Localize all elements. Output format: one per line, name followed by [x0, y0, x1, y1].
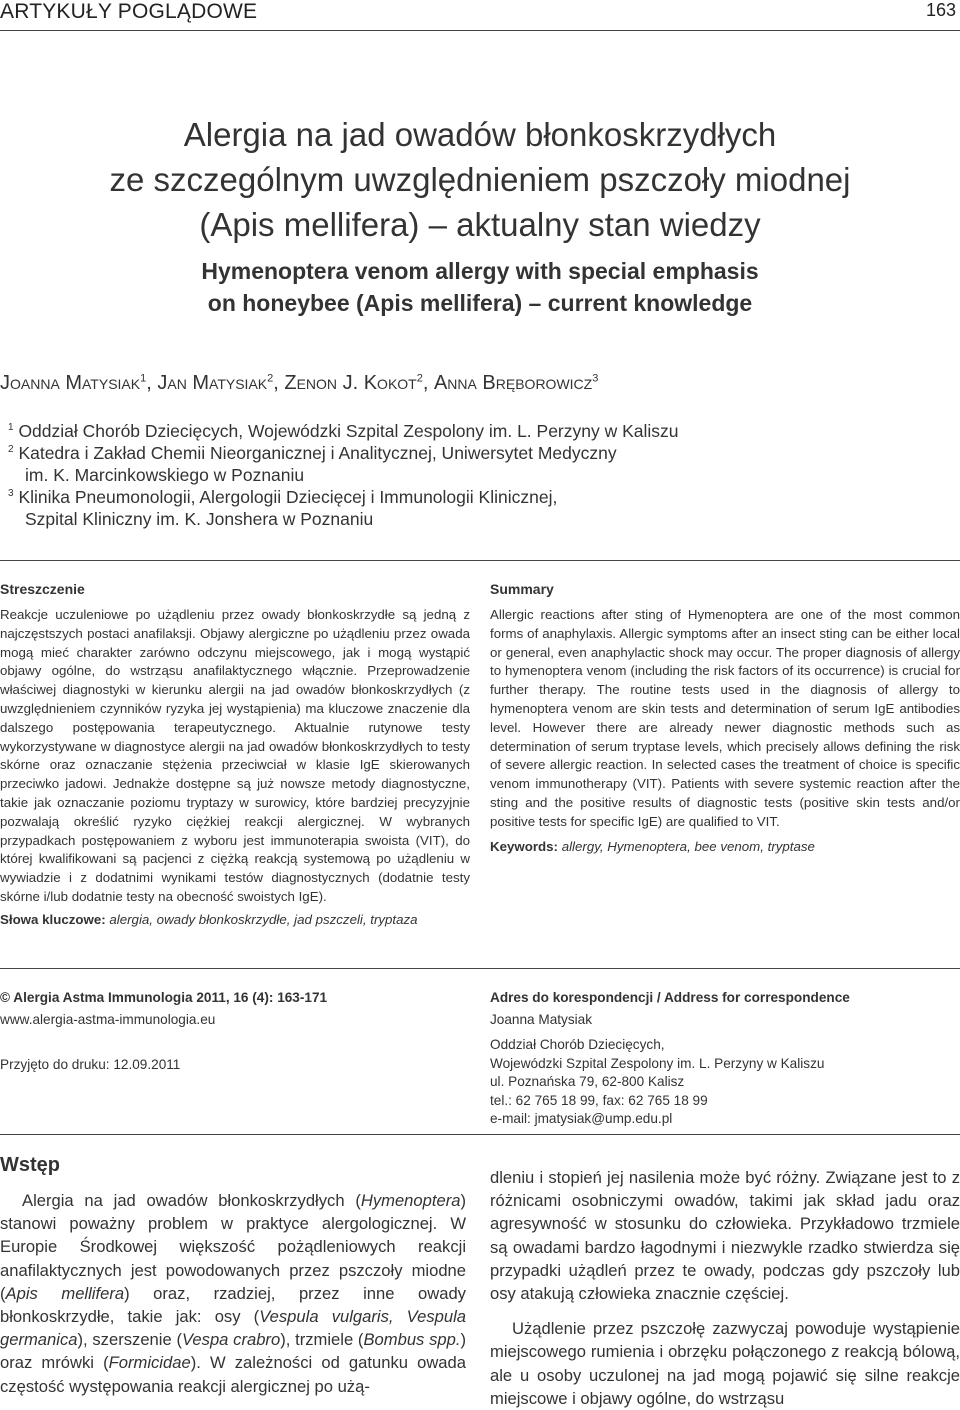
- intro-right-column: [490, 1166, 960, 1410]
- italic-term: Formicidae: [108, 1353, 191, 1373]
- abstract-en-keywords: Keywords: allergy, Hymenoptera, bee venom, tryptase: [490, 838, 815, 854]
- correspondence-heading: Adres do korespondencji / Address for correspondence: [490, 990, 850, 1005]
- italic-term: Vespa crabro: [181, 1330, 281, 1350]
- italic-term: Vespula vulgaris, Vespula germanica: [0, 1307, 466, 1350]
- title-pl-line-1: Alergia na jad owadów błonkoskrzydłych: [183, 116, 777, 153]
- body-top-rule: [0, 1134, 960, 1135]
- italic-term: Bombus spp.: [363, 1330, 461, 1350]
- journal-url[interactable]: www.alergia-astma-immunologia.eu: [0, 1011, 216, 1027]
- author-name: Joanna Matysiak: [0, 372, 141, 394]
- text-run: Alergia na jad owadów błonkoskrzydłych (: [22, 1191, 361, 1210]
- abstract-top-rule: [0, 560, 960, 561]
- affiliation-item: $^2$ Katedra i Zakład Chemii Nieorganicznej i Analitycznej, Uniwersytet Medyczny: [8, 443, 617, 463]
- affiliation-list: [8, 420, 679, 530]
- journal-citation: © Alergia Astma Immunologia 2011, 16 (4): 163-171: [0, 990, 328, 1005]
- abstract-pl: [0, 581, 470, 930]
- abstract-pl-keywords: Słowa kluczowe: alergia, owady błonkoskrzydłe, jad pszczeli, tryptaza: [0, 911, 418, 927]
- text-run: ) stanowi poważny problem w praktyce alergologicznej. W Europie Środkowej większość pożądleniowych reakcji anafilaktycznych jest powodowanych przez pszczoły miodne (: [0, 1191, 466, 1303]
- header-rule: [0, 30, 960, 31]
- title-pl-line-2: ze szczególnym uwzględnieniem pszczoły miodnej: [109, 161, 851, 198]
- italic-term: Apis mellifera: [5, 1283, 125, 1303]
- title-block: [0, 112, 960, 319]
- abstract-en-heading: Summary: [490, 581, 554, 597]
- abstract-en-text: Allergic reactions after sting of Hymenoptera are one of the most common forms of anaphylaxis. Allergic symptoms after an insect sting can be either local or general, even anaphylactic shock may occur. The proper diagnosis of allergy to hymenoptera venom (including the risk factors of its occurrence) is crucial for further therapy. The routine tests used in the diagnosis of allergy to hymenoptera venom are skin tests and determination of serum IgE antibodies level. However there are already newer diagnostic methods such as determination of serum tryptase levels, which precisely allows defining the risk of severe allergic reaction. In selected cases the treatment of choice is specific venom immunotherapy (VIT). Patients with severe systemic reaction after the sting and the positive results of diagnostic tests (positive skin tests and/or positive tests for specific IgE) are qualified to VIT.: [490, 607, 960, 829]
- text-run: ) oraz, rzadziej, przez inne owady błonkoskrzydłe, takie jak: osy (: [0, 1283, 466, 1327]
- text-run: ). W zależności od gatunku owada częstość występowania reakcji alergicznej po użą-: [0, 1353, 466, 1396]
- journal-info: [0, 989, 470, 1075]
- affiliation-item-cont: im. K. Marcinkowskiego w Poznaniu: [25, 465, 305, 485]
- author-name: Zenon J. Kokot: [284, 372, 417, 394]
- correspondence-email[interactable]: e-mail: jmatysiak@ump.edu.pl: [490, 1111, 673, 1126]
- author-name: Anna Bręborowicz: [433, 372, 593, 394]
- affiliation-item: $^3$ Klinika Pneumonologii, Alergologii Dziecięcej i Immunologii Klinicznej,: [8, 487, 558, 507]
- intro-left-column: [0, 1189, 466, 1398]
- accepted-date: Przyjęto do druku: 12.09.2011: [0, 1057, 181, 1072]
- correspondence-line: Oddział Chorób Dziecięcych,: [490, 1037, 665, 1052]
- text-run: ) oraz mrówki (: [0, 1330, 466, 1373]
- abstract-pl-heading: Streszczenie: [0, 581, 85, 597]
- author-list: Joanna Matysiak$^1$, Jan Matysiak$^2$, Zenon J. Kokot$^2$, Anna Bręborowicz$^3$: [0, 372, 599, 394]
- correspondence-line: Wojewódzki Szpital Zespolony im. L. Perzyny w Kaliszu: [490, 1055, 825, 1071]
- correspondence-line: ul. Poznańska 79, 62-800 Kalisz: [490, 1074, 685, 1089]
- author-affil-sup: 2: [416, 372, 423, 385]
- intro-paragraph: Użądlenie przez pszczołę zazwyczaj powoduje wystąpienie miejscowego rumienia i obrzęku połączonego z reakcją bólową, ale u osoby uczulonej na jad mogą pojawić się silne reakcje miejscowe i objawy ogólne, do wstrząsu: [490, 1319, 960, 1408]
- page-number: 163: [925, 0, 956, 20]
- correspondence: [490, 989, 960, 1129]
- author-name: Jan Matysiak: [157, 372, 268, 394]
- correspondence-line: tel.: 62 765 18 99, fax: 62 765 18 99: [490, 1092, 708, 1108]
- author-affil-sup: 2: [267, 372, 274, 385]
- info-top-rule: [0, 968, 960, 969]
- section-label: ARTYKUŁY POGLĄDOWE: [0, 0, 258, 23]
- text-run: ), trzmiele (: [280, 1330, 364, 1350]
- section-heading-intro: Wstęp: [0, 1154, 60, 1176]
- correspondence-line: Joanna Matysiak: [490, 1011, 593, 1027]
- affiliation-item-cont: Szpital Kliniczny im. K. Jonshera w Poznaniu: [25, 509, 374, 529]
- author-affil-sup: 3: [592, 372, 599, 385]
- italic-term: Hymenoptera: [360, 1191, 461, 1210]
- title-en-line-2: on honeybee (Apis mellifera) – current knowledge: [207, 290, 753, 316]
- title-pl-line-3: (Apis mellifera) – aktualny stan wiedzy: [199, 206, 761, 243]
- intro-paragraph: dleniu i stopień jej nasilenia może być różny. Związane jest to z różnicami osobniczymi owadów, takimi jak skład jadu oraz agresywność w stosunku do człowieka. Przykładowo trzmiele są owadami bardzo łagodnymi i niezwykle rzadko stwierdza się przypadki użądleń przez te owady, podczas gdy pszczoły lub osy atakują człowieka znacznie częściej.: [490, 1168, 960, 1304]
- title-en-line-1: Hymenoptera venom allergy with special emphasis: [201, 258, 759, 284]
- author-affil-sup: 1: [140, 372, 147, 385]
- affiliation-item: $^1$ Oddział Chorób Dziecięcych, Wojewódzki Szpital Zespolony im. L. Perzyny w Kaliszu: [8, 421, 679, 441]
- intro-paragraph: [0, 1189, 466, 1398]
- abstract-en: [490, 581, 960, 856]
- text-run: ), szerszenie (: [77, 1330, 182, 1350]
- abstract-pl-text: Reakcje uczuleniowe po użądleniu przez owady błonkoskrzydłe są jedną z najczęstszych postaci anafilaksji. Objawy alergiczne po użądleniu przez owada mogą mieć charakter zarówno odczynu miejscowego, jak i mogą wystąpić objawy ogólne, do wstrząsu anafilaktycznego włącznie. Przeprowadzenie właściwej diagnostyki w kierunku alergii na jad owadów błonkoskrzydłych (z uwzględnieniem czynników ryzyka jej wystąpienia) ma kluczowe znaczenie dla dalszego postępowania terapeutycznego. Aktualnie rutynowe testy wykorzystywane w diagnostyce alergii na jad owadów błonkoskrzydłych to testy skórne oraz oznaczanie stężenia przeciwciał w klasie IgE skierowanych przeciwko jadowi. Jednakże dostępne są już nowsze metody diagnostyczne, takie jak oznaczanie poziomu tryptazy w surowicy, które bardziej precyzyjnie pozwalają określić ryzyko ciężkiej reakcji alergicznej. W wybranych przypadkach postępowaniem z wyboru jest immunoterapia swoista (VIT), do której kwalifikowani są pacjenci z ciężką reakcją systemową po użądleniu w wywiadzie i z dodatnimi wynikami testów diagnostycznych (dodatnie testy skórne i/lub dodatnie testy na obecność swoistych IgE).: [0, 607, 470, 904]
